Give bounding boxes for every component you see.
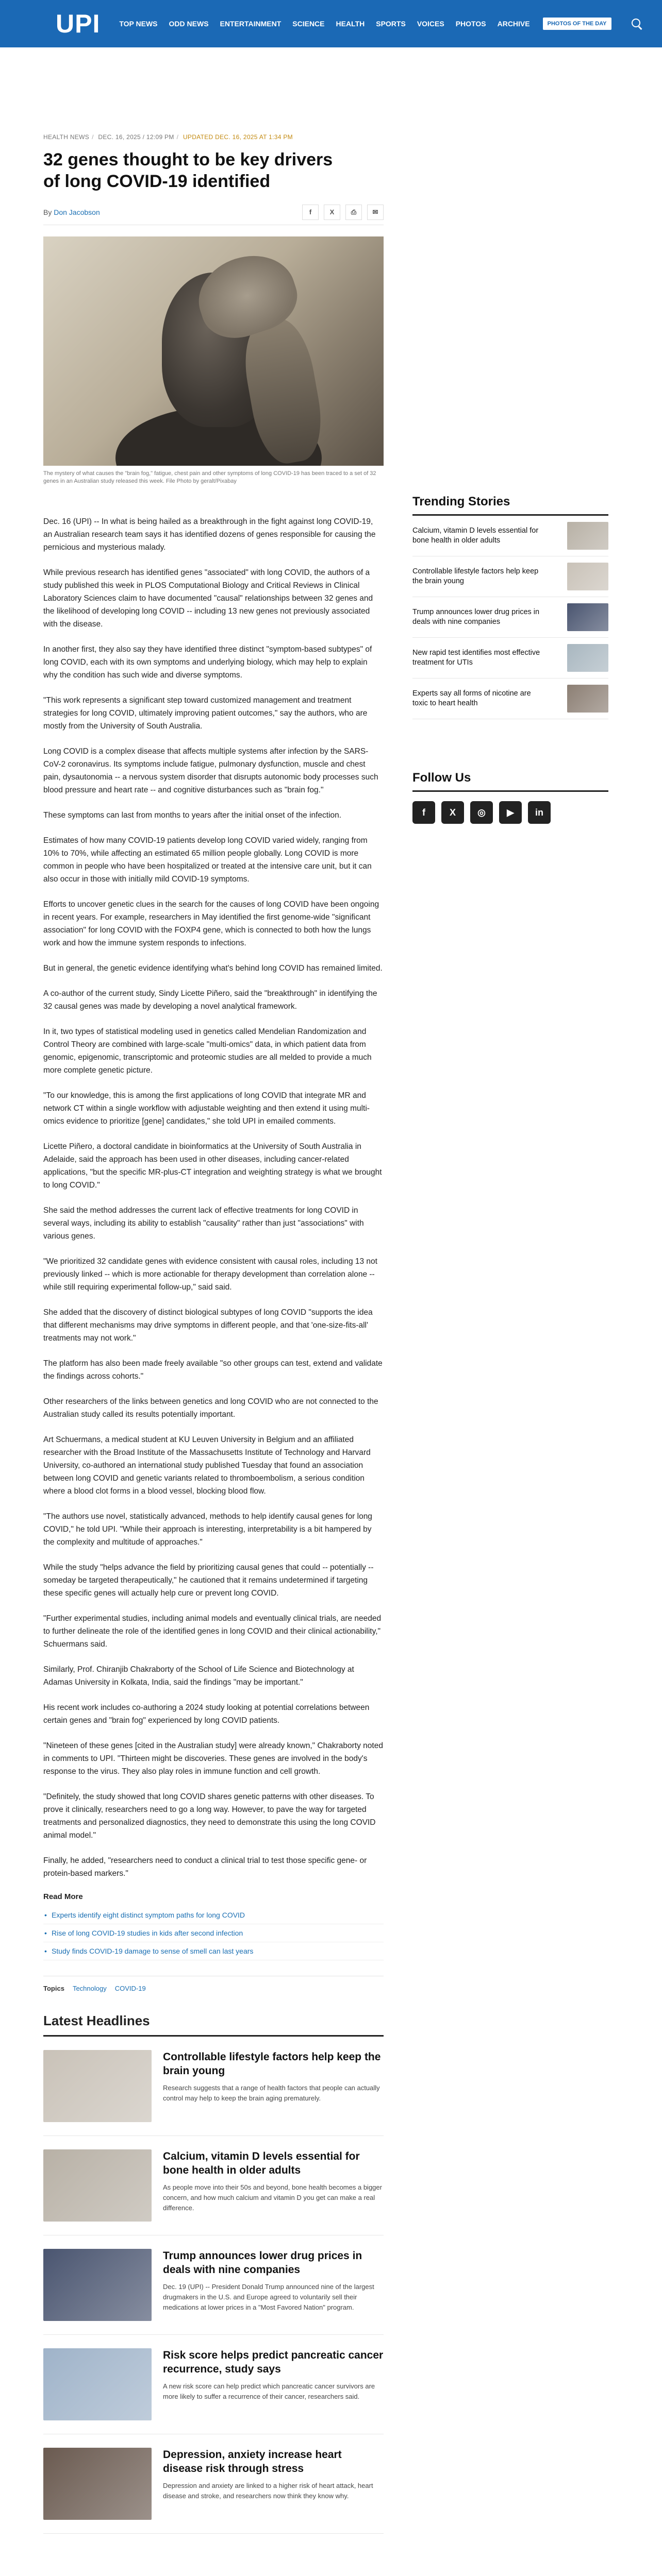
paragraph: Art Schuermans, a medical student at KU Leuven University in Belgium and an affiliated researcher with the Broad Institute of the Massachusetts Institute of Technology and Harvard University, co-authored an international study published Tuesday that found an association between long COVID and genetic variants related to thromboembolism, a serious condition where a blood clot forms in a blood vessel, blocking blood flow. xyxy=(43,1435,371,1496)
hero-image xyxy=(43,236,384,466)
trending-thumbnail[interactable] xyxy=(567,563,608,590)
publish-date: DEC. 16, 2025 / 12:09 PM xyxy=(98,133,174,141)
paragraph: A co-author of the current study, Sindy Licette Piñero, said the "breakthrough" in identifying the 32 causal genes was made by developing a novel analytical framework. xyxy=(43,989,377,1011)
paragraph: She added that the discovery of distinct biological subtypes of long COVID "supports the idea that different mechanisms may drive symptoms in different people, and that 'one-size-fits-all' treatments may not work." xyxy=(43,1308,373,1343)
paragraph: Licette Piñero, a doctoral candidate in bioinformatics at the University of South Australia in Adelaide, said the approach has been used in other diseases, including cancer-related applications, "but the specific MR-plus-CT integration and weighting strategy is what we brought to long COVID." xyxy=(43,1142,382,1190)
latest-headline[interactable]: Controllable lifestyle factors help keep the brain young xyxy=(163,2051,381,2077)
byline-row xyxy=(43,205,384,225)
paragraph: Long COVID is a complex disease that affects multiple systems after infection by the SARS-CoV-2 coronavirus. Its symptoms include fatigue, pulmonary dysfunction, muscle and chest pain, dysautonomia -- a nervous system disorder that disrupts autonomic body processes such blood pressure and heart rate -- and cognitive disturbances such as "brain fog." xyxy=(43,747,378,794)
ad-space xyxy=(0,47,662,125)
latest-thumbnail[interactable] xyxy=(43,2149,152,2222)
paragraph: Finally, he added, "researchers need to conduct a clinical trial to test those specific gene- or protein-based markers." xyxy=(43,1856,367,1878)
nav-photos[interactable]: PHOTOS xyxy=(455,20,486,28)
nav-science[interactable]: SCIENCE xyxy=(292,20,325,28)
photos-of-the-day-button[interactable]: PHOTOS OF THE DAY xyxy=(543,18,611,30)
nav-voices[interactable]: VOICES xyxy=(417,20,444,28)
latest-item[interactable] xyxy=(43,2235,384,2335)
email-share-icon[interactable]: ✉ xyxy=(367,205,384,220)
byline-prefix: By xyxy=(43,208,52,216)
search-icon[interactable] xyxy=(631,18,642,29)
read-more-link[interactable]: Rise of long COVID-19 studies in kids after second infection xyxy=(52,1929,243,1937)
instagram-icon[interactable]: ◎ xyxy=(470,801,493,824)
read-more-item xyxy=(43,1924,384,1942)
latest-summary: Research suggests that a range of health factors that people can actually control may help to keep the brain aging prematurely. xyxy=(163,2084,380,2102)
trending-item[interactable] xyxy=(412,556,608,597)
trending-thumbnail[interactable] xyxy=(567,644,608,672)
topics-label: Topics xyxy=(43,1985,64,1992)
paragraph: "The authors use novel, statistically advanced, methods to help identify causal genes for long COVID," he told UPI. "While their approach is interesting, interpretability is a bit hampered by the complexity and multitude of approaches." xyxy=(43,1512,372,1547)
latest-item[interactable] xyxy=(43,2434,384,2534)
trending-item[interactable] xyxy=(412,597,608,638)
social-links xyxy=(412,801,608,824)
trending-headline[interactable]: Calcium, vitamin D levels essential for bone health in older adults xyxy=(412,527,539,545)
latest-summary: Depression and anxiety are linked to a higher risk of heart attack, heart disease and stroke, and researchers now think they know why. xyxy=(163,2482,373,2500)
latest-thumbnail[interactable] xyxy=(43,2249,152,2321)
topics-row xyxy=(43,1976,384,1992)
paragraph: Dec. 16 (UPI) -- In what is being hailed as a breakthrough in the fight against long COVID-19, an Australian research team says it has identified dozens of genes responsible for causing the pernicious and mysterious malady. xyxy=(43,517,376,552)
topic-covid-19[interactable]: COVID-19 xyxy=(114,1985,146,1992)
latest-summary: As people move into their 50s and beyond, bone health becomes a bigger concern, and how much calcium and vitamin D you get can make a real difference. xyxy=(163,2183,382,2212)
latest-summary: Dec. 19 (UPI) -- President Donald Trump announced nine of the largest drugmakers in the U.S. and Europe agreed to voluntarily sell their medications at lower prices in a "Most Favored Nation" program. xyxy=(163,2283,374,2311)
paragraph: His recent work includes co-authoring a 2024 study looking at potential correlations between certain genes and "brain fog" experienced by long COVID patients. xyxy=(43,1703,370,1725)
nav-top-news[interactable]: TOP NEWS xyxy=(119,20,158,28)
paragraph: In another first, they also say they have identified three distinct "symptom-based subtypes" of long COVID, each with its own symptoms and underlying biology, which may help to explain why the condition has such wide and diverse symptoms. xyxy=(43,645,372,680)
paragraph: Other researchers of the links between genetics and long COVID who are not connected to the Australian study called its results potentially important. xyxy=(43,1397,378,1419)
nav-health[interactable]: HEALTH xyxy=(336,20,365,28)
trending-item[interactable] xyxy=(412,638,608,679)
nav-archive[interactable]: ARCHIVE xyxy=(497,20,530,28)
print-icon[interactable]: ⎙ xyxy=(345,205,362,220)
author-link[interactable]: Don Jacobson xyxy=(54,208,100,216)
paragraph: These symptoms can last from months to years after the initial onset of the infection. xyxy=(43,811,342,820)
paragraph: The platform has also been made freely available "so other groups can test, extend and validate the findings across cohorts." xyxy=(43,1359,383,1381)
updated-date: UPDATED DEC. 16, 2025 AT 1:34 PM xyxy=(183,133,293,141)
nav-odd-news[interactable]: ODD NEWS xyxy=(169,20,209,28)
latest-thumbnail[interactable] xyxy=(43,2348,152,2420)
latest-headline[interactable]: Trump announces lower drug prices in deals with nine companies xyxy=(163,2250,362,2276)
latest-headlines-title: Latest Headlines xyxy=(43,2013,384,2037)
latest-headline[interactable]: Depression, anxiety increase heart disease risk through stress xyxy=(163,2449,342,2475)
trending-stories xyxy=(412,495,608,719)
facebook-icon[interactable]: f xyxy=(412,801,435,824)
trending-headline[interactable]: Trump announces lower drug prices in deals with nine companies xyxy=(412,608,540,626)
article-meta: HEALTH NEWS / DEC. 16, 2025 / 12:09 PM / UPDATED DEC. 16, 2025 AT 1:34 PM xyxy=(43,133,293,141)
hero-caption: The mystery of what causes the "brain fog," fatigue, chest pain and other symptoms of long COVID-19 has been traced to a set of 32 genes in an Australian study released this week. File Photo by geralt/Pixabay xyxy=(43,470,376,484)
trending-thumbnail[interactable] xyxy=(567,522,608,550)
paragraph: Similarly, Prof. Chiranjib Chakraborty of the School of Life Science and Biotechnology at Adamas University in Kolkata, India, said the findings "may be important." xyxy=(43,1665,354,1687)
trending-thumbnail[interactable] xyxy=(567,603,608,631)
follow-us xyxy=(412,771,608,824)
paragraph: "This work represents a significant step toward customized management and treatment strategies for long COVID, ultimately improving patient outcomes," say the authors, who are mostly from the University of South Australia. xyxy=(43,696,368,731)
x-icon[interactable]: X xyxy=(441,801,464,824)
paragraph: "Nineteen of these genes [cited in the Australian study] were already known," Chakraborty noted in comments to UPI. "Thirteen might be discoveries. These genes are involved in the body's response to the virus. They also play roles in immune function and cell growth. xyxy=(43,1741,383,1776)
sidebar xyxy=(412,125,608,824)
follow-title: Follow Us xyxy=(412,771,608,792)
article-column xyxy=(43,125,384,2534)
latest-item[interactable] xyxy=(43,2335,384,2434)
article-headline: 32 genes thought to be key drivers of long COVID-19 identified xyxy=(43,150,333,191)
trending-item[interactable] xyxy=(412,516,608,556)
nav-sports[interactable]: SPORTS xyxy=(376,20,406,28)
trending-headline[interactable]: Controllable lifestyle factors help keep the brain young xyxy=(412,567,539,585)
paragraph: She said the method addresses the current lack of effective treatments for long COVID in several ways, including its ability to establish "causality" rather than just "associations" with various genes. xyxy=(43,1206,364,1241)
paragraph: While the study "helps advance the field by prioritizing causal genes that could -- potentially -- someday be targeted therapeutically," he cautioned that it remains undetermined if targeting these specific genes will actually help cure or prevent long COVID. xyxy=(43,1563,374,1598)
latest-thumbnail[interactable] xyxy=(43,2448,152,2520)
topic-technology[interactable]: Technology xyxy=(72,1985,107,1992)
read-more-title: Read More xyxy=(43,1892,83,1901)
trending-headline[interactable]: Experts say all forms of nicotine are toxic to heart health xyxy=(412,689,531,707)
youtube-icon[interactable]: ▶ xyxy=(499,801,522,824)
paragraph: "To our knowledge, this is among the first applications of long COVID that integrate MR and network CT within a single workflow with adjustable weighting and then extend it using multi-omics evidence to prioritize [gene] candidates," she told UPI in emailed comments. xyxy=(43,1091,370,1126)
trending-title: Trending Stories xyxy=(412,495,608,516)
paragraph: Efforts to uncover genetic clues in the search for the causes of long COVID have been ongoing in recent years. For example, researchers in May identified the first genome-wide "significant association" for long COVID with the FOXP4 gene, which is connected to both how the lungs work and how the immune system responds to infections. xyxy=(43,900,379,947)
main-nav xyxy=(113,18,611,30)
read-more-item xyxy=(43,1942,384,1960)
latest-headline[interactable]: Risk score helps predict pancreatic cancer recurrence, study says xyxy=(163,2349,384,2375)
paragraph: "Definitely, the study showed that long COVID shares genetic patterns with other diseases. To prove it clinically, researchers need to go a long way. However, to pave the way for targeted treatments and personalized diagnostics, they need to demonstrate this using the long COVID animal model." xyxy=(43,1792,376,1840)
site-header xyxy=(0,0,662,47)
read-more-item xyxy=(43,1906,384,1924)
paragraph: "We prioritized 32 candidate genes with evidence consistent with causal roles, including 13 not previously linked -- which is more actionable for therapy development than correlation alone -- while still requiring experimental follow-up," said said. xyxy=(43,1257,377,1292)
linkedin-icon[interactable]: in xyxy=(528,801,551,824)
paragraph: While previous research has identified genes "associated" with long COVID, the authors of a study published this week in PLOS Computational Biology and Critical Reviews in Clinical Laboratory Sciences claim to have documented "causal" relationships between 32 genes and the likelihood of developing long COVID -- including 13 new genes not previously associated with the disease. xyxy=(43,568,373,629)
trending-headline[interactable]: New rapid test identifies most effective treatment for UTIs xyxy=(412,649,540,667)
trending-thumbnail[interactable] xyxy=(567,685,608,713)
latest-item[interactable] xyxy=(43,2037,384,2136)
trending-item[interactable] xyxy=(412,679,608,719)
x-share-icon[interactable]: X xyxy=(324,205,340,220)
read-more-link[interactable]: Study finds COVID-19 damage to sense of smell can last years xyxy=(52,1947,254,1955)
facebook-share-icon[interactable]: f xyxy=(302,205,319,220)
latest-headline[interactable]: Calcium, vitamin D levels essential for bone health in older adults xyxy=(163,2150,360,2176)
share-buttons xyxy=(302,205,384,220)
section-label[interactable]: HEALTH NEWS xyxy=(43,133,90,141)
nav-entertainment[interactable]: ENTERTAINMENT xyxy=(220,20,282,28)
latest-summary: A new risk score can help predict which pancreatic cancer survivors are more likely to suffer a recurrence of their cancer, researchers said. xyxy=(163,2382,375,2400)
latest-thumbnail[interactable] xyxy=(43,2050,152,2122)
article-body xyxy=(43,515,384,1880)
read-more-list xyxy=(43,1906,384,1960)
paragraph: "Further experimental studies, including animal models and eventually clinical trials, are needed to further delineate the role of the identified genes in long COVID and their clinical actionability," Schuermans said. xyxy=(43,1614,382,1649)
latest-item[interactable] xyxy=(43,2136,384,2235)
paragraph: Estimates of how many COVID-19 patients develop long COVID varied widely, ranging from 10% to 70%, while affecting an estimated 65 million people globally. Long COVID is more common in people who have been hospitalized or treated at the intensive care unit, but it can also occur in those with initially mild COVID-19 symptoms. xyxy=(43,836,372,884)
paragraph: But in general, the genetic evidence identifying what's behind long COVID has remained limited. xyxy=(43,964,383,973)
byline xyxy=(43,208,302,216)
paragraph: In it, two types of statistical modeling used in genetics called Mendelian Randomization and Control Theory are combined with large-scale "multi-omics" data, in which patient data from genomic, epigenomic, transcriptomic and proteomic studies are all melded to provide a much more complete genetic picture. xyxy=(43,1027,372,1075)
read-more-link[interactable]: Experts identify eight distinct symptom paths for long COVID xyxy=(52,1911,245,1919)
upi-logo[interactable]: UPI xyxy=(56,9,101,38)
